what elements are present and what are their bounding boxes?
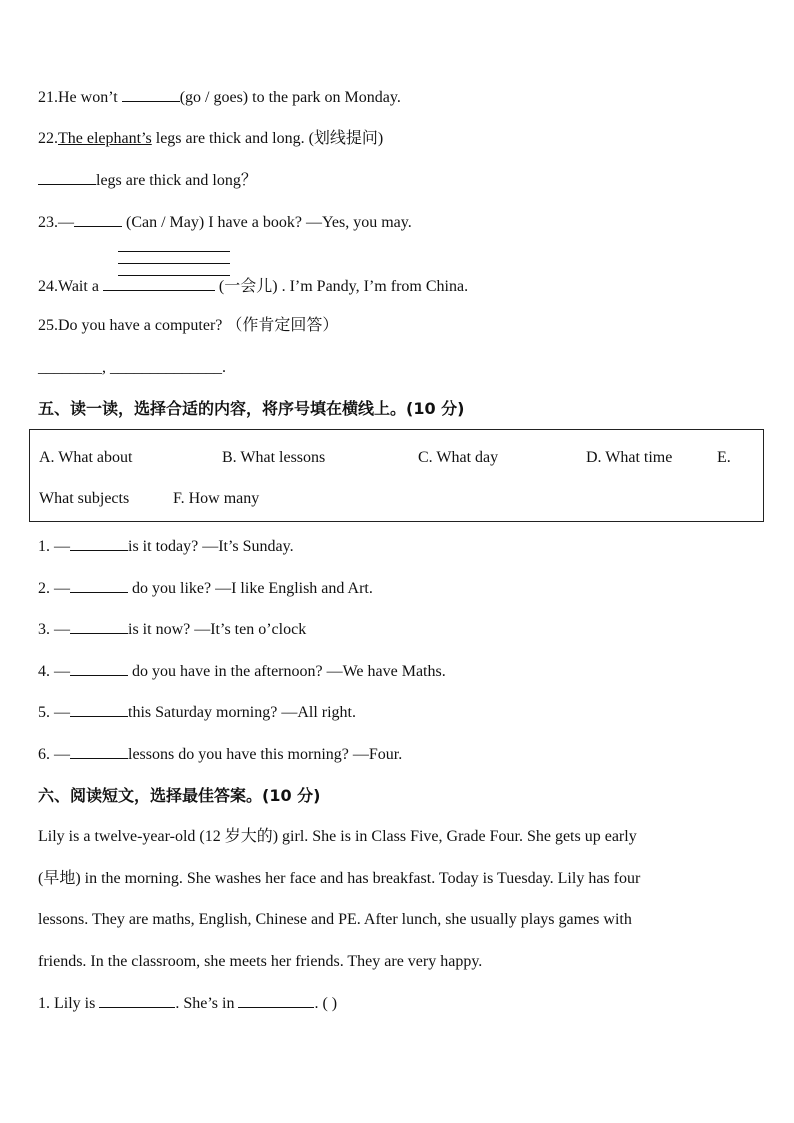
answer-blank[interactable] (38, 170, 96, 185)
section-5-item-2: 2. — do you like? —I like English and Art. (38, 580, 373, 597)
option-d: D. What time (586, 449, 673, 466)
question-24: 24.Wait a (一会儿) . I’m Pandy, I’m from China. (38, 278, 469, 295)
answer-blank[interactable] (99, 993, 175, 1008)
answer-blank[interactable] (70, 702, 128, 717)
section-5-heading: 五、读一读，选择合适的内容，将序号填在横线上。(10 分) (38, 399, 465, 418)
option-e-text: What subjects (39, 490, 130, 507)
section-6-question-1: 1. Lily is . She’s in . ( ) (38, 995, 338, 1012)
section-5-item-1: 1. — is it today? —It’s Sunday. (38, 538, 294, 555)
answer-blank[interactable] (70, 661, 128, 676)
answer-blank[interactable] (70, 578, 128, 593)
section-5-item-4: 4. — do you have in the afternoon? —We have Maths. (38, 663, 446, 680)
section-5-item-3: 3. — is it now? —It’s ten o’clock (38, 621, 307, 638)
option-f: F. How many (173, 490, 260, 507)
answer-blank[interactable] (103, 276, 215, 291)
passage-line-1: Lily is a twelve-year-old (12 岁大的) girl. She is in Class Five, Grade Four. She gets up early (38, 828, 637, 845)
option-e-letter: E. (717, 449, 731, 466)
option-c: C. What day (418, 449, 499, 466)
section-5-item-6: 6. — lessons do you have this morning? —Four. (38, 746, 403, 763)
question-25-answer-line[interactable]: ________, ______________. (38, 359, 226, 376)
question-21: 21.He won’t (go / goes) to the park on Monday. (38, 89, 401, 106)
section-6-heading: 六、阅读短文，选择最佳答案。(10 分) (38, 786, 321, 805)
answer-blank[interactable] (74, 212, 122, 227)
options-box (29, 429, 764, 522)
question-25: 25.Do you have a computer? （作肯定回答） (38, 317, 339, 334)
answer-blank[interactable] (122, 87, 180, 102)
question-22: 22.The elephant’s legs are thick and long. (划线提问) (38, 130, 384, 147)
answer-blank[interactable] (70, 744, 128, 759)
option-b: B. What lessons (222, 449, 326, 466)
writing-lines[interactable] (118, 240, 230, 276)
underlined-phrase: The elephant’s (58, 130, 152, 147)
passage-line-4: friends. In the classroom, she meets her friends. They are very happy. (38, 953, 483, 970)
passage-line-3: lessons. They are maths, English, Chinese and PE. After lunch, she usually plays games with (38, 911, 632, 928)
answer-blank[interactable] (70, 619, 128, 634)
passage-line-2: (早地) in the morning. She washes her face and has breakfast. Today is Tuesday. Lily has four (38, 870, 641, 887)
question-22-answer-line: legs are thick and long？ (38, 170, 257, 191)
section-5-item-5: 5. — this Saturday morning? —All right. (38, 704, 356, 721)
answer-blank[interactable] (70, 536, 128, 551)
question-23: 23.— (Can / May) I have a book? —Yes, you may. (38, 214, 412, 231)
answer-blank[interactable] (238, 993, 314, 1008)
option-a: A. What about (39, 449, 133, 466)
